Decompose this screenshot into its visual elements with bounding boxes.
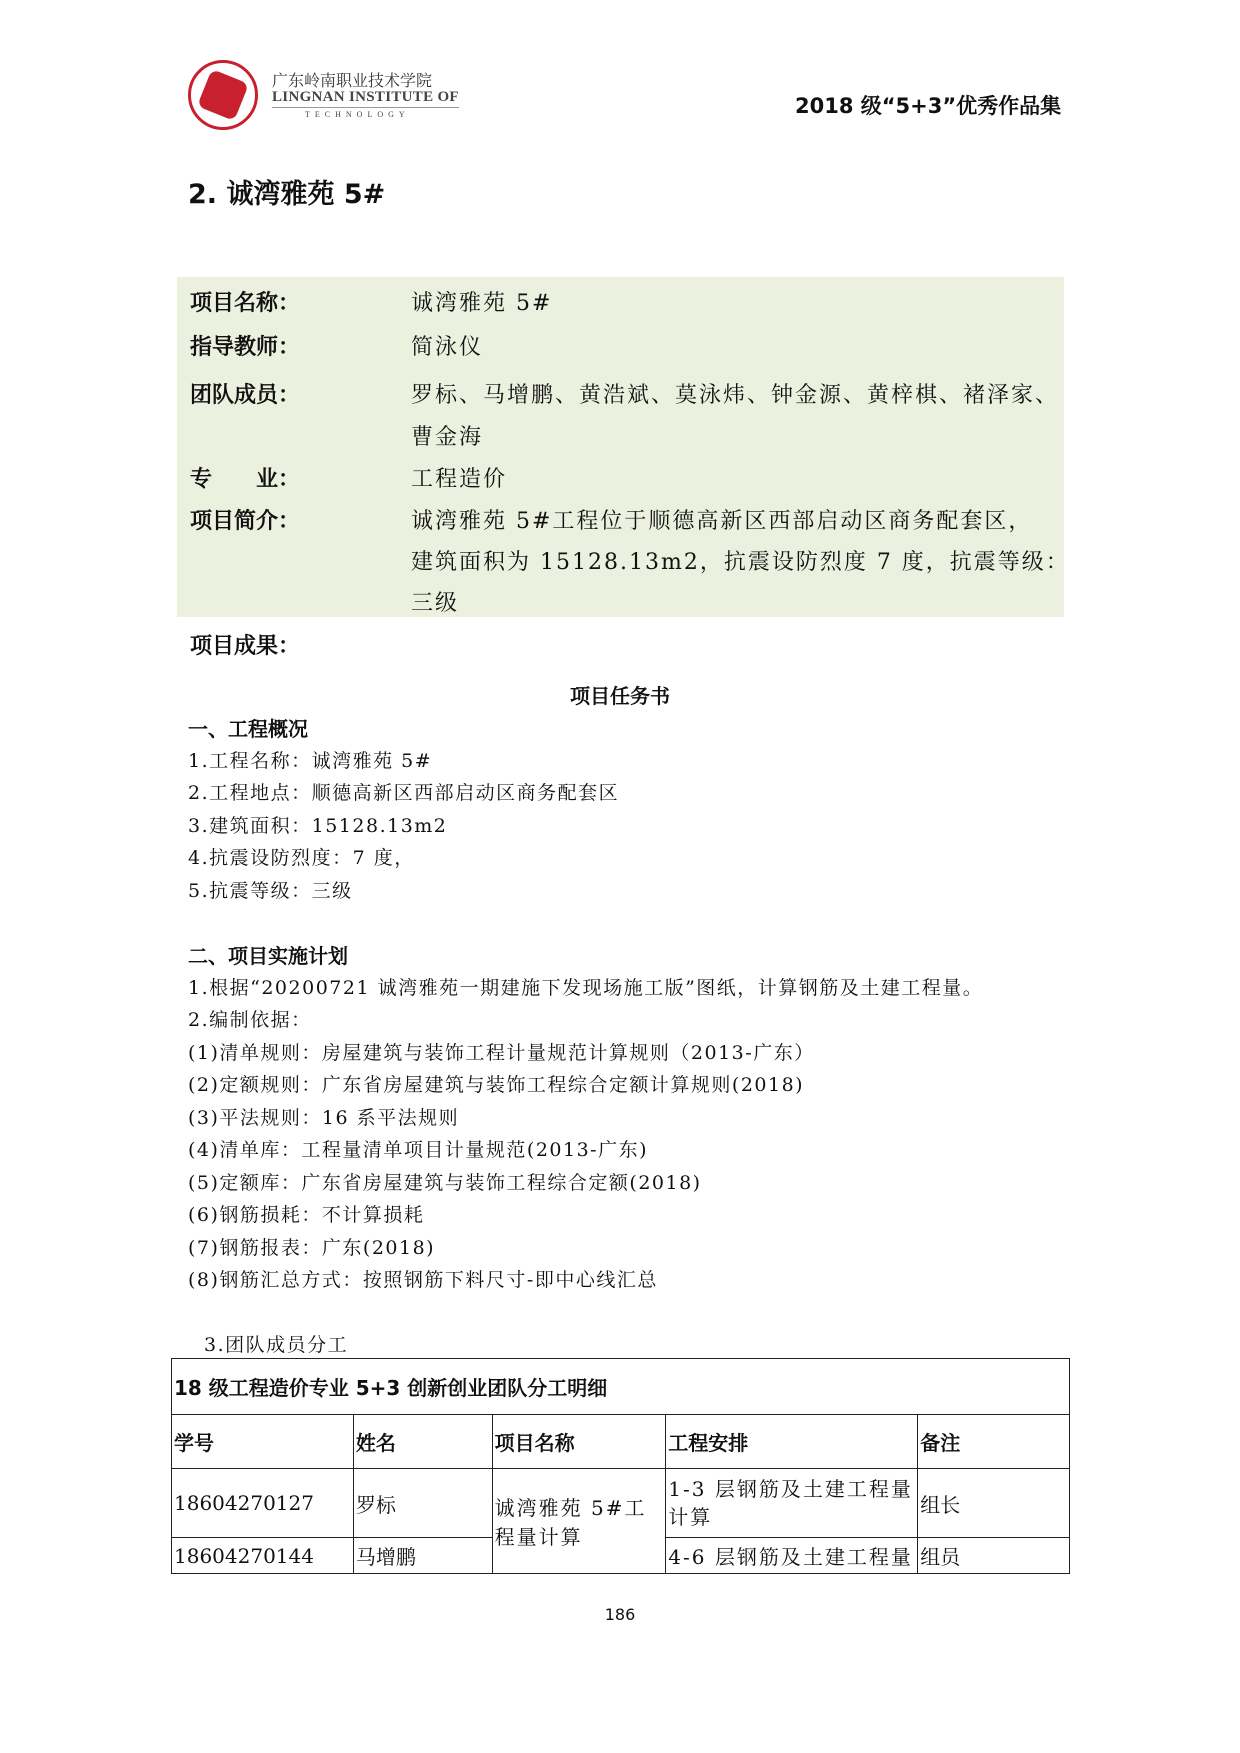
task: 4-6 层钢筋及土建工程量: [666, 1538, 918, 1574]
page-title: 2. 诚湾雅苑 5#: [188, 179, 386, 210]
table-header-row: [172, 1415, 1070, 1469]
student-id: 18604270144: [172, 1538, 354, 1574]
info-label: 团队成员：: [190, 383, 301, 408]
table-title: 18 级工程造价专业 5+3 创新创业团队分工明细: [172, 1359, 1070, 1415]
note: 组员: [918, 1538, 1070, 1574]
text-line: 2.编制依据：: [188, 1009, 312, 1031]
text-line: 4.抗震设防烈度：7 度，: [188, 847, 415, 869]
text-line: 1.根据“20200721 诚湾雅苑一期建施下发现场施工版”图纸，计算钢筋及土建工程量。: [188, 977, 984, 999]
school-name-en: LINGNAN INSTITUTE OF: [272, 89, 459, 108]
info-value: 曹金海: [411, 425, 484, 450]
school-logo: [188, 60, 258, 130]
info-label: 专 业：: [190, 467, 301, 492]
text-line: (4)清单库：工程量清单项目计量规范(2013-广东): [188, 1139, 649, 1161]
info-value: 简泳仪: [411, 335, 484, 360]
student-name: 马增鹏: [353, 1538, 492, 1574]
info-value: 三级: [411, 591, 460, 616]
header-cell: 备注: [918, 1415, 1070, 1469]
info-label: 指导教师：: [190, 335, 301, 360]
text-line: 1.工程名称：诚湾雅苑 5#: [188, 750, 433, 772]
text-line: (3)平法规则：16 系平法规则: [188, 1107, 460, 1129]
text-line: (5)定额库：广东省房屋建筑与装饰工程综合定额(2018): [188, 1172, 702, 1194]
info-value: 建筑面积为 15128.13m2，抗震设防烈度 7 度，抗震等级：: [411, 550, 1070, 575]
team-label: 3.团队成员分工: [204, 1334, 349, 1356]
team-table: [171, 1358, 1070, 1574]
project-name: 诚湾雅苑 5#工程量计算: [492, 1469, 666, 1574]
collection-title: 2018 级“5+3”优秀作品集: [795, 94, 1062, 118]
header-cell: 姓名: [353, 1415, 492, 1469]
info-label: 项目简介：: [190, 509, 301, 534]
info-label: 项目名称：: [190, 291, 301, 316]
student-id: 18604270127: [172, 1469, 354, 1538]
header-cell: 项目名称: [492, 1415, 666, 1469]
header-cell: 学号: [172, 1415, 354, 1469]
page-number: 186: [604, 1605, 636, 1624]
school-name-en2: TECHNOLOGY: [305, 110, 410, 119]
task: 1-3 层钢筋及土建工程量计算: [666, 1469, 918, 1538]
text-line: 2.工程地点：顺德高新区西部启动区商务配套区: [188, 782, 620, 804]
info-value: 工程造价: [411, 467, 508, 492]
results-label: 项目成果：: [190, 634, 301, 659]
text-line: 5.抗震等级：三级: [188, 880, 353, 902]
student-name: 罗标: [353, 1469, 492, 1538]
doc-title: 项目任务书: [570, 684, 670, 708]
text-line: (7)钢筋报表：广东(2018): [188, 1237, 436, 1259]
info-value: 罗标、马增鹏、黄浩斌、莫泳炜、钟金源、黄梓棋、褚泽家、: [411, 383, 1060, 408]
text-line: (1)清单规则：房屋建筑与装饰工程计量规范计算规则（2013-广东）: [188, 1042, 815, 1064]
text-line: (2)定额规则：广东省房屋建筑与装饰工程综合定额计算规则(2018): [188, 1074, 805, 1096]
info-value: 诚湾雅苑 5#工程位于顺德高新区西部启动区商务配套区，: [411, 509, 1033, 534]
section-heading: 二、项目实施计划: [188, 944, 348, 968]
note: 组长: [918, 1469, 1070, 1538]
table-row: [172, 1469, 1070, 1538]
text-line: (6)钢筋损耗：不计算损耗: [188, 1204, 425, 1226]
text-line: (8)钢筋汇总方式：按照钢筋下料尺寸-即中心线汇总: [188, 1269, 658, 1291]
text-line: 3.建筑面积：15128.13m2: [188, 815, 448, 837]
info-value: 诚湾雅苑 5#: [411, 291, 553, 316]
school-name-cn: 广东岭南职业技术学院: [272, 71, 433, 90]
section-heading: 一、工程概况: [188, 717, 308, 741]
header-cell: 工程安排: [666, 1415, 918, 1469]
